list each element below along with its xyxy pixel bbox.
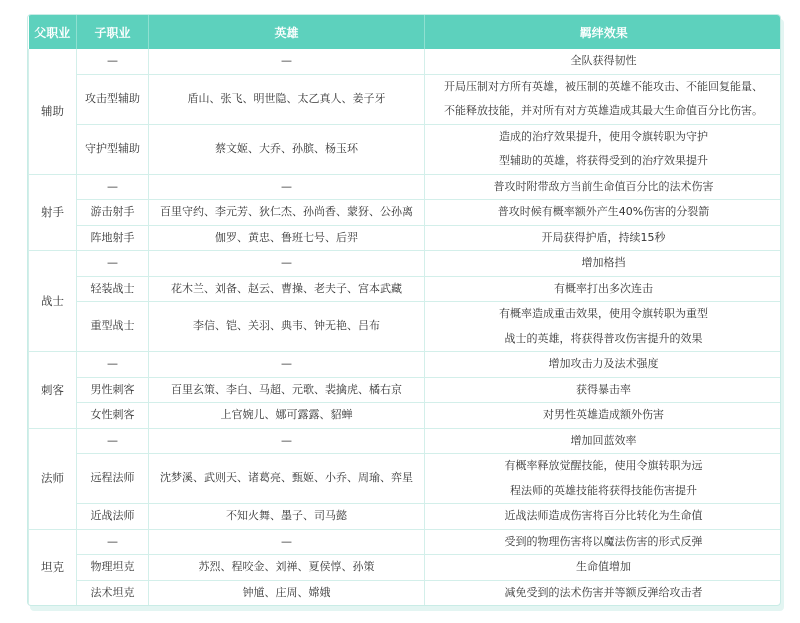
heroes-cell: 钟馗、庄周、嫦娥 — [149, 580, 425, 606]
table-row — [29, 49, 782, 74]
effect-line: 程法师的英雄技能将获得技能伤害提升 — [510, 483, 697, 497]
parent-class-cell: 射手 — [29, 174, 77, 251]
effect-line: 有概率造成重击效果，使用令旗转职为重型 — [499, 307, 708, 320]
sub-class-cell: 攻击型辅助 — [77, 74, 149, 124]
sub-class-cell: 轻装战士 — [77, 276, 149, 302]
effect-line: 增加回蓝效率 — [570, 433, 637, 447]
table-row — [29, 529, 782, 555]
parent-class-cell: 辅助 — [29, 49, 77, 174]
effect-cell — [425, 504, 782, 530]
heroes-cell: 沈梦溪、武则天、诸葛亮、甄姬、小乔、周瑜、弈星 — [149, 454, 425, 504]
heroes-cell: 不知火舞、墨子、司马懿 — [149, 504, 425, 530]
parent-class-cell: 坦克 — [29, 529, 77, 606]
effect-line: 全队获得韧性 — [570, 54, 637, 67]
effect-cell — [425, 225, 782, 251]
effect-line: 获得暴击率 — [576, 382, 631, 396]
heroes-cell: — — [149, 174, 425, 200]
table-row — [29, 302, 782, 352]
table-row — [29, 124, 782, 174]
effect-cell — [425, 352, 782, 378]
heroes-cell: — — [149, 49, 425, 74]
table-row — [29, 174, 782, 200]
effect-cell — [425, 124, 782, 174]
sub-class-cell: — — [77, 428, 149, 454]
header-sub: 子职业 — [77, 15, 149, 49]
effect-cell — [425, 403, 782, 429]
effect-line: 生命值增加 — [576, 560, 631, 573]
heroes-cell: 李信、铠、关羽、典韦、钟无艳、吕布 — [149, 302, 425, 352]
table-row — [29, 428, 782, 454]
effect-line: 不能释放技能，并对所有对方英雄造成其最大生命值百分比伤害。 — [444, 104, 763, 117]
effect-line: 开局压制对方所有英雄，被压制的英雄不能攻击、不能回复能量、 — [444, 79, 763, 93]
effect-line: 受到的物理伤害将以魔法伤害的形式反弹 — [504, 534, 703, 548]
sub-class-cell: 重型战士 — [77, 302, 149, 352]
sub-class-cell: 法术坦克 — [77, 580, 149, 606]
effect-cell — [425, 276, 782, 302]
sub-class-cell: 守护型辅助 — [77, 124, 149, 174]
table-row — [29, 74, 782, 124]
sub-class-cell: — — [77, 49, 149, 74]
table-row — [29, 555, 782, 581]
effect-line: 战士的英雄，将获得普攻伤害提升的效果 — [504, 331, 703, 345]
header-heroes: 英雄 — [149, 15, 425, 49]
sub-class-cell: — — [77, 352, 149, 378]
sub-class-cell: 近战法师 — [77, 504, 149, 530]
sub-class-cell: 游击射手 — [77, 200, 149, 226]
sub-class-cell: — — [77, 251, 149, 277]
heroes-cell: — — [149, 529, 425, 555]
effect-line: 开局获得护盾，持续15秒 — [541, 230, 666, 244]
table-row — [29, 352, 782, 378]
parent-class-cell: 刺客 — [29, 352, 77, 429]
table-row — [29, 377, 782, 403]
heroes-cell: 蔡文姬、大乔、孙膑、杨玉环 — [149, 124, 425, 174]
effect-line: 有概率释放觉醒技能，使用令旗转职为远 — [504, 459, 703, 472]
table-row — [29, 276, 782, 302]
bond-table — [28, 15, 781, 606]
effect-cell — [425, 580, 782, 606]
effect-cell — [425, 49, 782, 74]
effect-cell — [425, 251, 782, 277]
effect-cell — [425, 529, 782, 555]
effect-cell — [425, 200, 782, 226]
effect-line: 造成的治疗效果提升，使用令旗转职为守护 — [499, 129, 708, 143]
heroes-cell: — — [149, 352, 425, 378]
table-row — [29, 403, 782, 429]
table-row — [29, 454, 782, 504]
effect-cell — [425, 174, 782, 200]
effect-cell — [425, 428, 782, 454]
sub-class-cell: — — [77, 529, 149, 555]
effect-cell — [425, 555, 782, 581]
table-row — [29, 504, 782, 530]
heroes-cell: 百里玄策、李白、马超、元歌、裴擒虎、橘右京 — [149, 377, 425, 403]
effect-line: 型辅助的英雄，将获得受到的治疗效果提升 — [499, 154, 708, 167]
effect-cell — [425, 454, 782, 504]
effect-line: 增加格挡 — [581, 256, 626, 269]
effect-line: 增加攻击力及法术强度 — [548, 357, 659, 370]
table-row — [29, 580, 782, 606]
effect-line: 普攻时附带敌方当前生命值百分比的法术伤害 — [493, 179, 714, 193]
effect-cell — [425, 302, 782, 352]
sub-class-cell: 女性刺客 — [77, 403, 149, 429]
effect-line: 有概率打出多次连击 — [554, 281, 653, 295]
effect-cell — [425, 377, 782, 403]
effect-line: 减免受到的法术伤害并等额反弹给攻击者 — [504, 585, 703, 599]
effect-line: 普攻时候有概率额外产生40%伤害的分裂箭 — [497, 205, 710, 218]
heroes-cell: — — [149, 428, 425, 454]
sub-class-cell: 阵地射手 — [77, 225, 149, 251]
table-header-row — [29, 15, 782, 49]
header-effect: 羁绊效果 — [425, 15, 782, 49]
header-parent: 父职业 — [29, 15, 77, 49]
table-row — [29, 200, 782, 226]
sub-class-cell: 远程法师 — [77, 454, 149, 504]
table-row — [29, 225, 782, 251]
table-row — [29, 251, 782, 277]
sub-class-cell: 物理坦克 — [77, 555, 149, 581]
bond-table-frame — [27, 14, 781, 606]
effect-cell — [425, 74, 782, 124]
heroes-cell: 上官婉儿、娜可露露、貂蝉 — [149, 403, 425, 429]
heroes-cell: 苏烈、程咬金、刘禅、夏侯惇、孙策 — [149, 555, 425, 581]
parent-class-cell: 战士 — [29, 251, 77, 352]
heroes-cell: 花木兰、刘备、赵云、曹操、老夫子、宫本武藏 — [149, 276, 425, 302]
heroes-cell: 百里守约、李元芳、狄仁杰、孙尚香、蒙犽、公孙离 — [149, 200, 425, 226]
sub-class-cell: 男性刺客 — [77, 377, 149, 403]
heroes-cell: — — [149, 251, 425, 277]
effect-line: 对男性英雄造成额外伤害 — [543, 408, 664, 421]
heroes-cell: 伽罗、黄忠、鲁班七号、后羿 — [149, 225, 425, 251]
effect-line: 近战法师造成伤害将百分比转化为生命值 — [504, 509, 703, 522]
heroes-cell: 盾山、张飞、明世隐、太乙真人、姜子牙 — [149, 74, 425, 124]
sub-class-cell: — — [77, 174, 149, 200]
parent-class-cell: 法师 — [29, 428, 77, 529]
table-body — [29, 49, 782, 606]
